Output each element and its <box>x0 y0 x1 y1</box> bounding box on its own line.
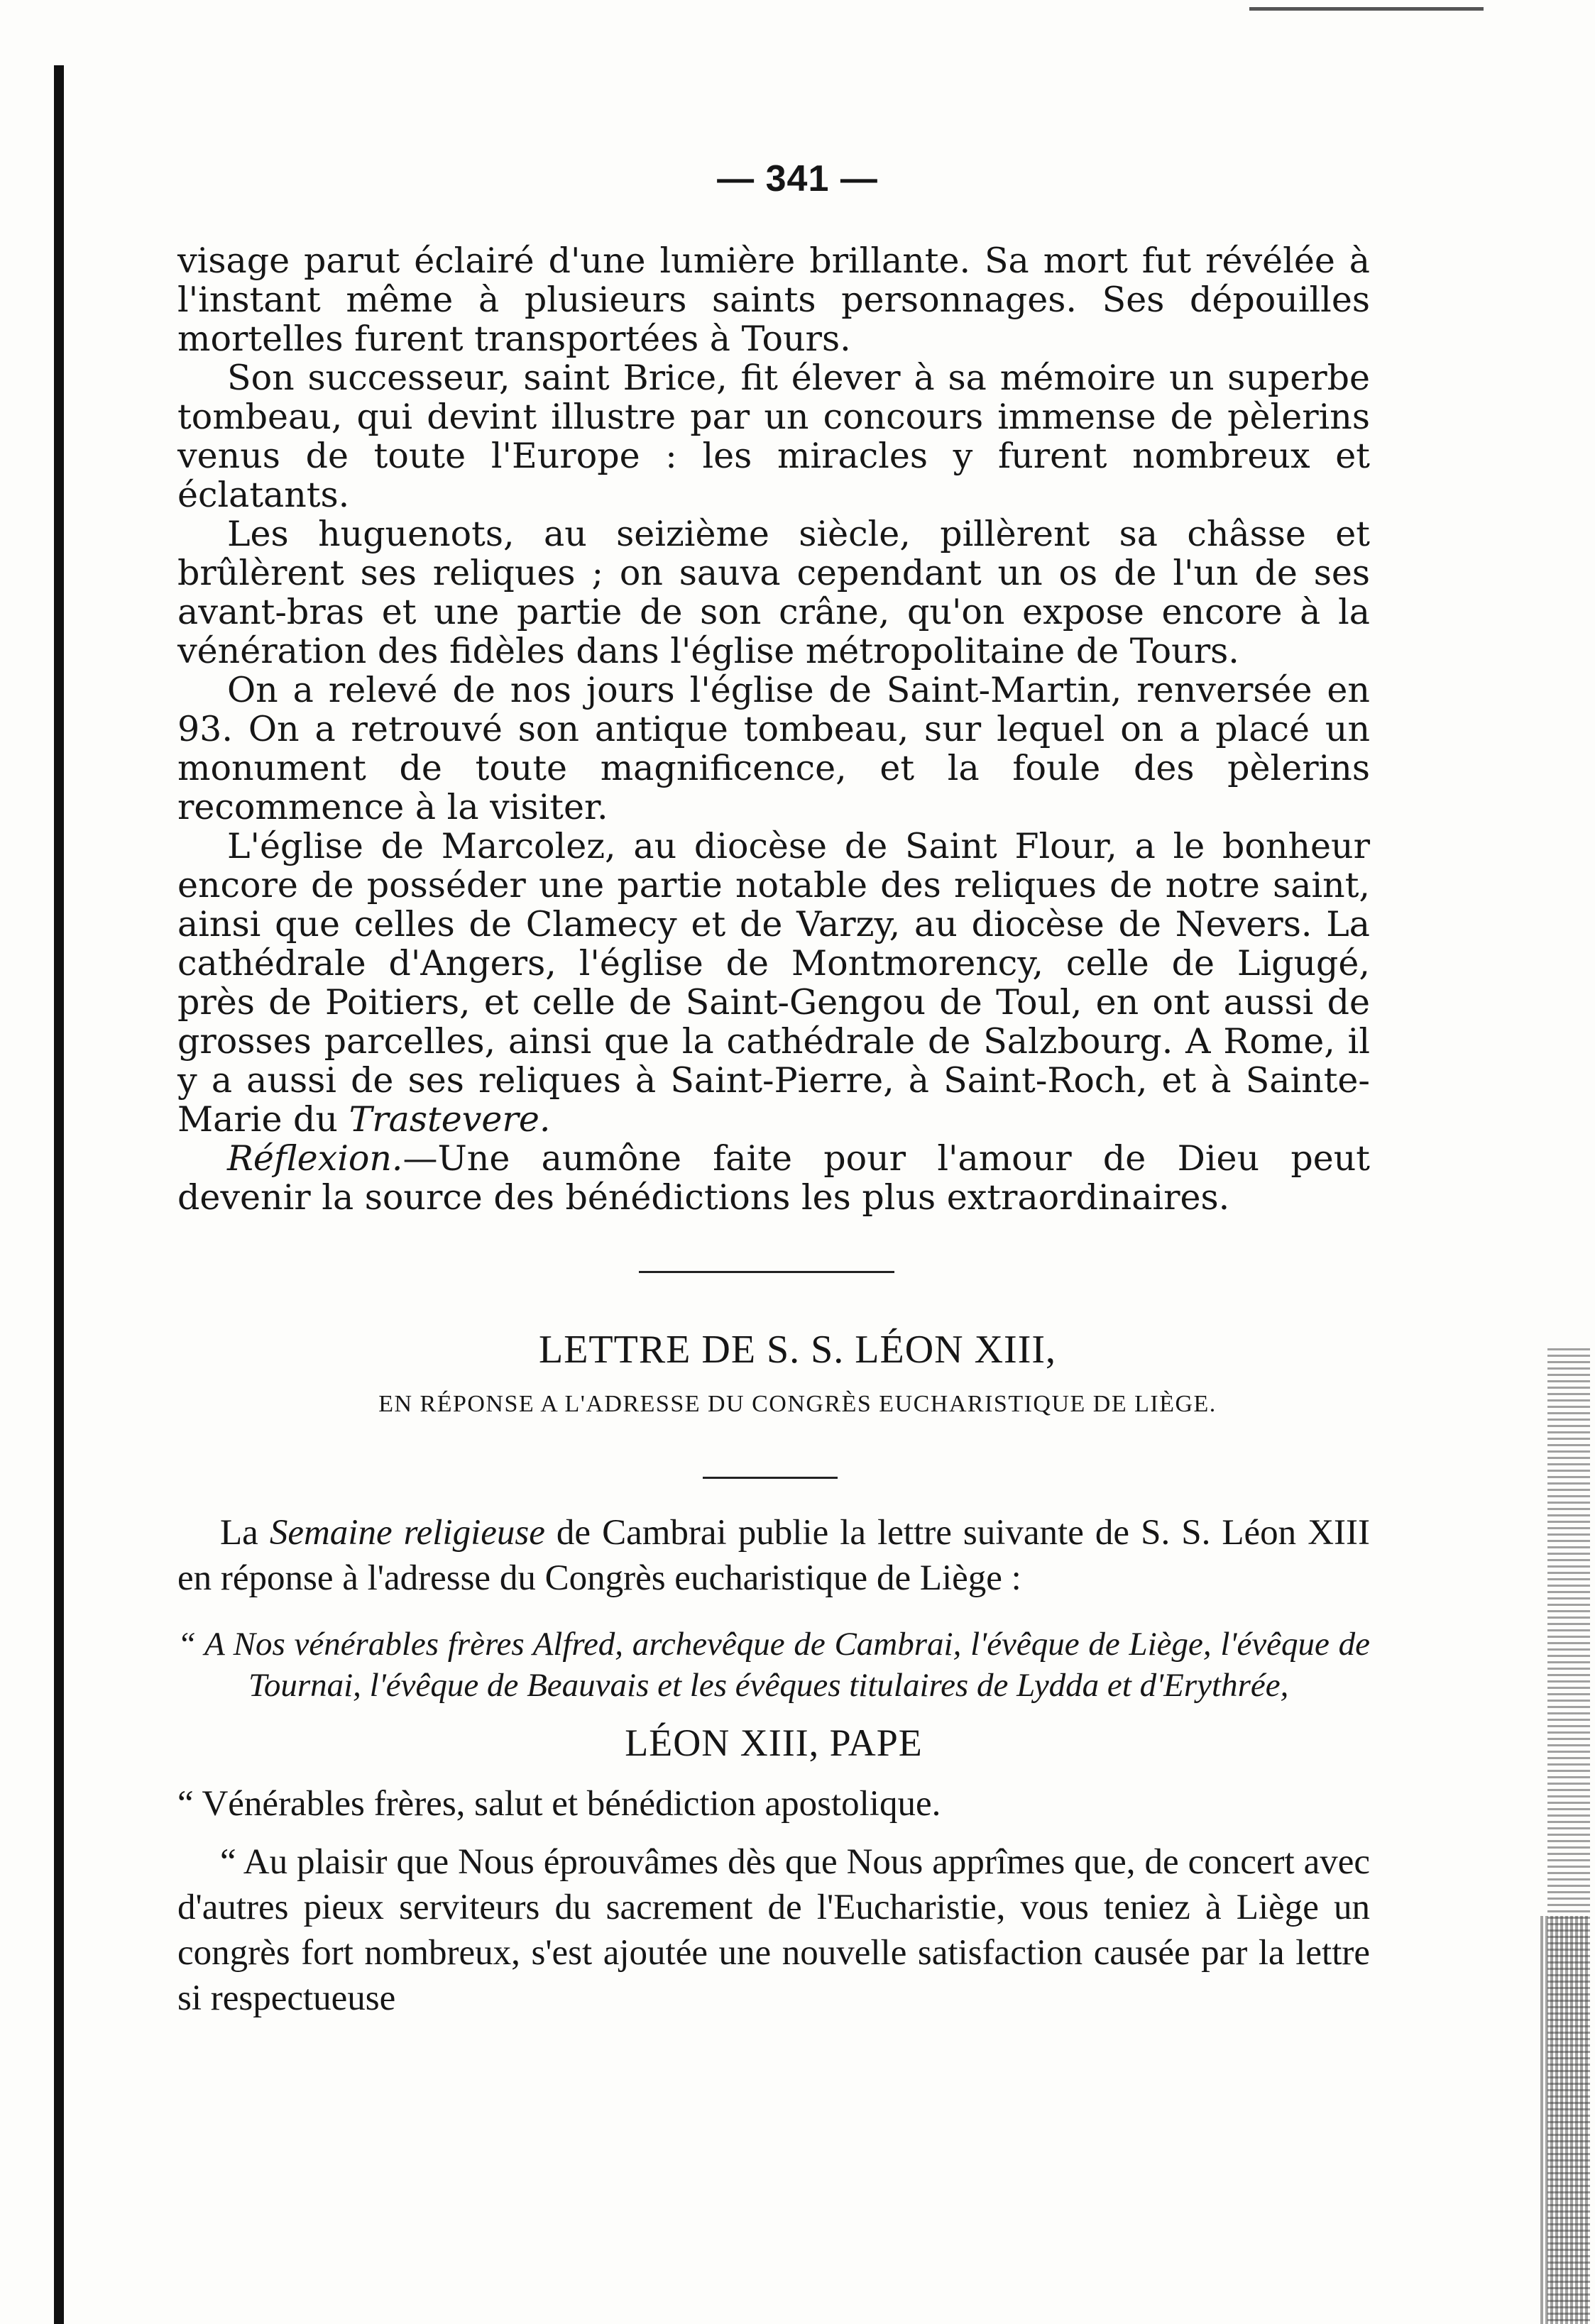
reflexion-text: —Une aumône faite pour l'amour de Dieu peut devenir la source des bénédictions les plus extraordinaires. <box>177 1138 1370 1218</box>
relics-text: L'église de Marcolez, au diocèse de Saint Flour, a le bonheur encore de posséder une partie notable des reliques de notre saint, ainsi que celles de Clamecy et de Varzy, au diocèse de Nevers. La cathédrale d'Angers, l'église de Montmorency, celle de Ligugé, près de Poitiers, et celle de Saint-Gengou de Toul, en ont aussi de grosses parcelles, ainsi que la cathédrale de Salzbourg. A Rome, il y a aussi de ses reliques à Saint-Pierre, à Saint-Roch, et à Sainte-Marie du <box>177 826 1370 1140</box>
reflexion-label: Réflexion. <box>227 1138 403 1179</box>
paragraph-death: visage parut éclairé d'une lumière brillante. Sa mort fut révélée à l'instant même à plusieurs saints personnages. Ses dépouilles mortelles furent transportées à Tours. <box>177 241 1370 359</box>
title-divider <box>703 1477 838 1479</box>
scan-binding-edge <box>54 65 64 2324</box>
letter-address: “ A Nos vénérables frères Alfred, archevêque de Cambrai, l'évêque de Liège, l'évêque de Tournai, l'évêque de Beauvais et les évêques titulaires de Lydda et d'Erythrée, <box>177 1626 1370 1704</box>
scan-top-mark <box>1249 7 1484 11</box>
scan-edge-noise-lower <box>1540 1916 1590 2324</box>
paragraph-rebuilt: On a relevé de nos jours l'église de Saint-Martin, renversée en 93. On a retrouvé son antique tombeau, sur lequel on a placé un monument de toute magnificence, et la foule des pèlerins recommence à la visiter. <box>177 670 1370 827</box>
paragraph-tomb: Son successeur, saint Brice, fit élever à sa mémoire un superbe tombeau, qui devint illustre par un concours immense de pèlerins venus de toute l'Europe : les miracles y furent nombreux et éclatants. <box>177 358 1370 515</box>
saint-martin-text <box>177 241 1370 1217</box>
letter-salutation: “ Vénérables frères, salut et bénédiction apostolique. <box>177 1784 941 1824</box>
paragraph-huguenots: Les huguenots, au seizième siècle, pillèrent sa châsse et brûlèrent ses reliques ; on sauva cependant un os de l'un de ses avant-bras et une partie de son crâne, qu'on expose encore à la vénération des fidèles dans l'église métropolitaine de Tours. <box>177 514 1370 671</box>
intro-text-b: de Cambrai publie la lettre suivante de S. S. Léon XIII en réponse à l'adresse du Congrès eucharistique de Liège : <box>177 1513 1370 1598</box>
letter-subtitle: EN RÉPONSE A L'ADRESSE DU CONGRÈS EUCHARISTIQUE DE LIÈGE. <box>378 1391 1217 1417</box>
letter-body: “ Au plaisir que Nous éprouvâmes dès que Nous apprîmes que, de concert avec d'autres pieux serviteurs du sacrement de l'Eucharistie, vous teniez à Liège un congrès fort nombreux, s'est ajoutée une nouvelle satisfaction causée par la lettre si respectueuse <box>177 1842 1370 2018</box>
intro-text-a: La <box>220 1513 270 1553</box>
letter-intro <box>177 1510 1370 1601</box>
letter-text <box>177 1510 1370 2021</box>
section-divider <box>639 1271 894 1273</box>
paragraph-relics <box>177 827 1370 1139</box>
page-number: — 341 — <box>717 158 878 199</box>
letter-heading: LÉON XIII, PAPE <box>625 1722 923 1764</box>
paragraph-reflexion <box>177 1139 1370 1217</box>
letter-title: LETTRE DE S. S. LÉON XIII, <box>538 1328 1056 1372</box>
intro-publication: Semaine religieuse <box>269 1513 545 1553</box>
relics-italic: Trastevere. <box>349 1099 551 1140</box>
